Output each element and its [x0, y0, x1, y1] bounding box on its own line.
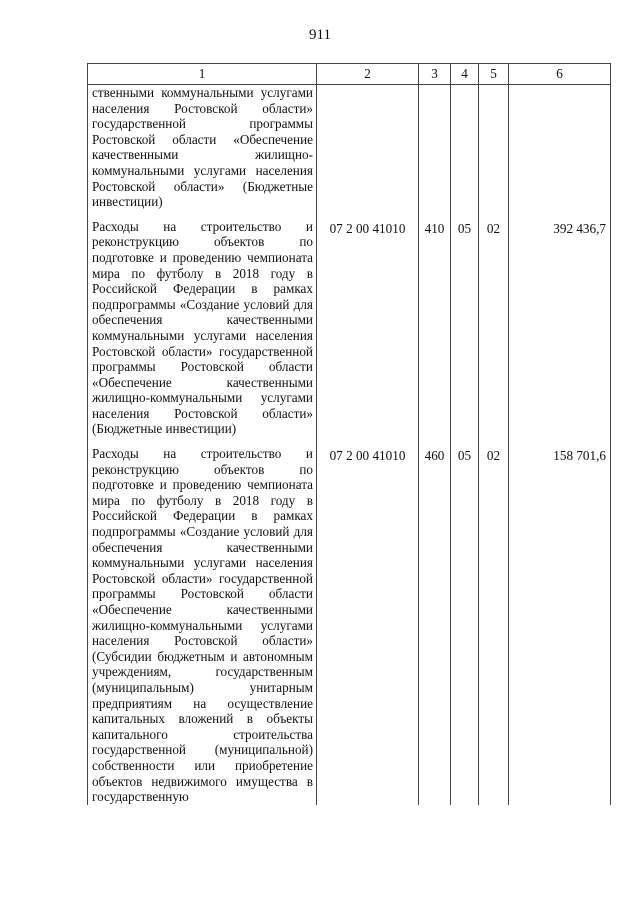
- table-header-row: [88, 64, 611, 85]
- column-header: 5: [479, 64, 509, 85]
- row-expense-type: 410: [424, 220, 445, 236]
- row-section: 05: [457, 448, 472, 464]
- column-header: 6: [509, 64, 611, 85]
- row-amount: 158 701,6: [553, 448, 606, 464]
- table-row: [88, 214, 611, 441]
- row-amount: 392 436,7: [553, 220, 606, 236]
- column-header: 2: [317, 64, 419, 85]
- column-header: 4: [451, 64, 479, 85]
- row-subsection: [479, 85, 508, 87]
- row-expense-type: 460: [424, 448, 445, 464]
- column-header: 1: [88, 64, 317, 85]
- row-amount: [509, 85, 610, 87]
- column-header: 3: [419, 64, 451, 85]
- page-number: 911: [309, 27, 331, 43]
- row-section: [451, 85, 478, 87]
- row-target-code: 07 2 00 41010: [329, 448, 406, 464]
- row-description: Расходы на строительство и реконструкцию объектов по подготовке и проведению чемпионата мира по футболу в 2018 году в Российской Федерации в рамках подпрограммы «Создание условий для обеспечения качественными коммунальными услугами населения Ростовской области» государственной программы Ростовской области «Обеспечение качественными жилищно-коммунальными услугами населения Ростовской области» (Субсидии бюджетным и автономным учреждениям, государственным (муниципальным) унитарным предприятиям на осуществление капитальных вложений в объекты капитального строительства государственной (муниципальной) собственности или приобретение объектов недвижимого имущества в государственную: [92, 446, 313, 805]
- row-target-code: [317, 85, 418, 87]
- row-section: 05: [457, 220, 472, 236]
- row-subsection: 02: [486, 220, 501, 236]
- table-row: [88, 441, 611, 805]
- row-target-code: 07 2 00 41010: [329, 220, 406, 236]
- budget-table: [87, 63, 611, 805]
- row-subsection: 02: [486, 448, 501, 464]
- row-expense-type: [419, 85, 450, 87]
- row-description: Расходы на строительство и реконструкцию объектов по подготовке и проведению чемпионата мира по футболу в 2018 году в Российской Федерации в рамках подпрограммы «Создание условий для обеспечения качественными коммунальными услугами населения Ростовской области» государственной программы Ростовской области «Обеспечение качественными жилищно-коммунальными услугами населения Ростовской области» (Бюджетные инвестиции): [92, 218, 313, 437]
- table-row: [88, 85, 611, 214]
- row-description: ственными коммунальными услугами населения Ростовской области» государственной программы Ростовской области «Обеспечение качественными жилищно-коммунальными услугами населения Ростовской области» (Бюджетные инвестиции): [92, 85, 313, 210]
